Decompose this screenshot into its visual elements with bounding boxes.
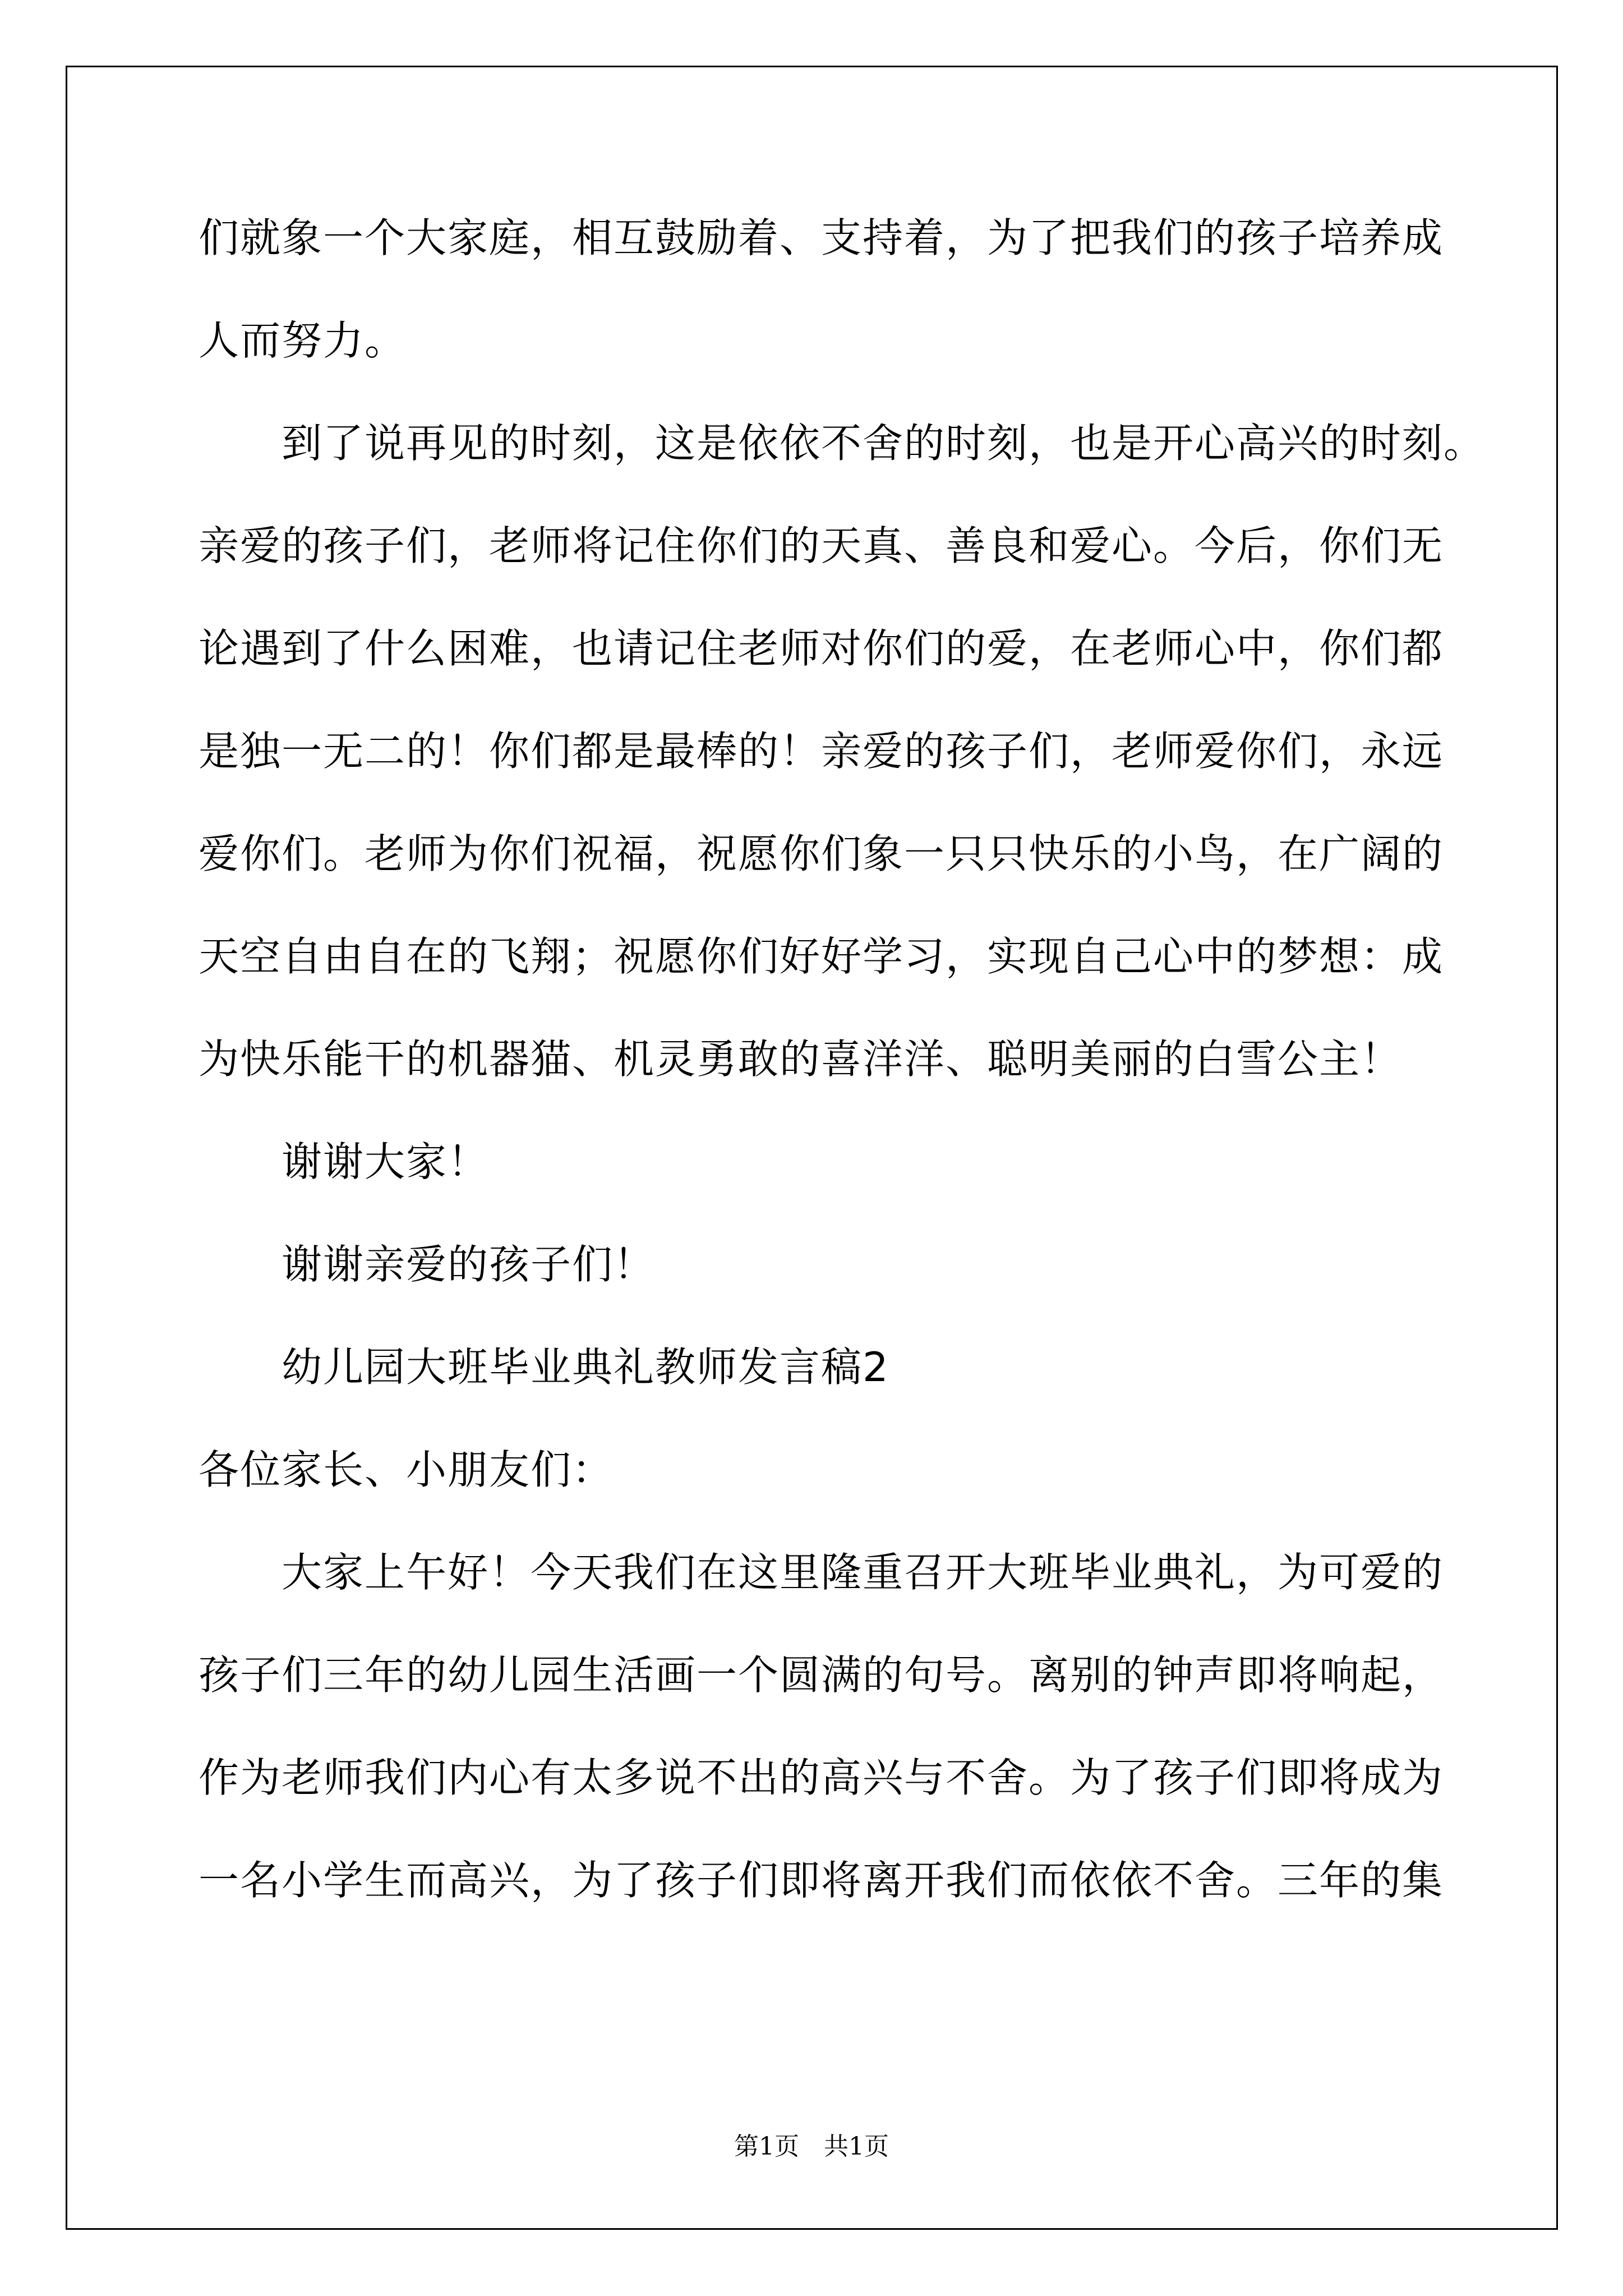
text-line-8: 天空自由自在的飞翔；祝愿你们好好学习，实现自己心中的梦想：成: [199, 933, 1444, 980]
salutation: 各位家长、小朋友们：: [199, 1446, 614, 1493]
text-line-4: 亲爱的孩子们，老师将记住你们的天真、善良和爱心。今后，你们无: [199, 522, 1444, 569]
paragraph-thanks-all: 谢谢大家！: [282, 1138, 490, 1185]
text-line-1: 们就象一个大家庭，相互鼓励着、支持着，为了把我们的孩子培养成: [199, 214, 1444, 261]
text-line-15: 孩子们三年的幼儿园生活画一个圆满的句号。离别的钟声即将响起，: [199, 1651, 1444, 1699]
text-line-6: 是独一无二的！你们都是最棒的！亲爱的孩子们，老师爱你们，永远: [199, 728, 1444, 775]
paragraph-line-14: 大家上午好！今天我们在这里隆重召开大班毕业典礼，为可爱的: [282, 1549, 1444, 1596]
paragraph-line-3: 到了说再见的时刻，这是依依不舍的时刻，也是开心高兴的时刻。: [282, 420, 1486, 467]
page-footer: [0, 2133, 1623, 2160]
text-line-16: 作为老师我们内心有太多说不出的高兴与不舍。为了孩子们即将成为: [199, 1754, 1444, 1801]
text-line-17: 一名小学生而高兴，为了孩子们即将离开我们而依依不舍。三年的集: [199, 1857, 1444, 1904]
text-line-7: 爱你们。老师为你们祝福，祝愿你们象一只只快乐的小鸟，在广阔的: [199, 830, 1444, 877]
text-line-9: 为快乐能干的机器猫、机灵勇敢的喜洋洋、聪明美丽的白雪公主！: [199, 1036, 1403, 1083]
page-number: 第1页 共1页: [734, 2132, 889, 2161]
section-heading: 幼儿园大班毕业典礼教师发言稿2: [282, 1343, 889, 1391]
paragraph-thanks-children: 谢谢亲爱的孩子们！: [282, 1241, 656, 1288]
text-line-2: 人而努力。: [199, 317, 407, 364]
text-line-5: 论遇到了什么困难，也请记住老师对你们的爱，在老师心中，你们都: [199, 625, 1444, 672]
